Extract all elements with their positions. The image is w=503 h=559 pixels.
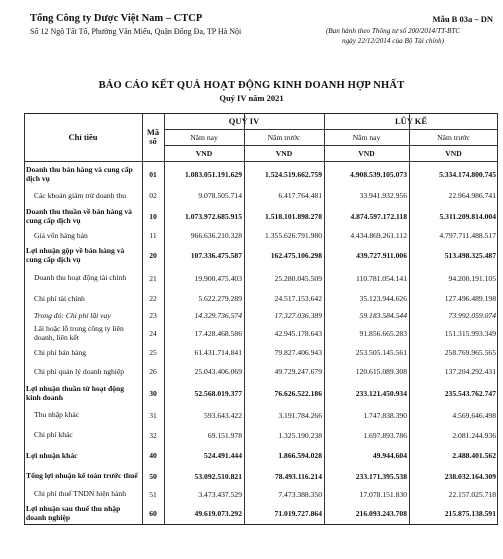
header-item: Chỉ tiêu <box>24 113 142 161</box>
table-top-border <box>24 113 498 114</box>
row-ytd-this-year: 216.093.243.708 <box>355 508 407 518</box>
row-code: 32 <box>149 430 157 440</box>
column-separator <box>324 113 325 524</box>
row-code: 50 <box>149 471 157 481</box>
row-quarter-this-year: 1.073.972.685.915 <box>185 211 242 221</box>
table-row <box>24 425 498 445</box>
table-row <box>24 161 498 187</box>
row-quarter-this-year: 966.636.210.328 <box>190 231 242 240</box>
column-separator <box>164 113 165 524</box>
row-label: Lợi nhuận sau thuế thu nhập doanh nghiệp <box>26 503 121 522</box>
row-ytd-last-year: 215.875.138.591 <box>444 508 497 518</box>
row-label: Các khoản giảm trừ doanh thu <box>34 190 127 200</box>
row-ytd-last-year: 5.311.209.814.004 <box>439 211 497 221</box>
row-ytd-last-year: 127.496.489.198 <box>444 294 497 303</box>
header-unit: VND <box>409 145 498 161</box>
table-row <box>24 204 498 228</box>
row-quarter-this-year: 107.336.475.587 <box>190 250 242 260</box>
row-ytd-last-year: 258.769.965.565 <box>444 348 497 357</box>
row-ytd-this-year: 4.434.869.261.112 <box>350 231 407 240</box>
row-ytd-this-year: 33.941.932.956 <box>359 191 407 200</box>
report-title: BÁO CÁO KẾT QUẢ HOẠT ĐỘNG KINH DOANH HỢP NHẤT <box>98 80 405 91</box>
row-quarter-last-year: 24.517.153.642 <box>274 294 322 303</box>
row-code: 02 <box>149 191 157 200</box>
row-quarter-this-year: 1.083.051.191.629 <box>185 169 242 179</box>
row-quarter-last-year: 6.417.764.481 <box>278 191 322 200</box>
row-quarter-last-year: 49.729.247.679 <box>274 367 322 376</box>
row-code: 31 <box>149 410 157 420</box>
form-note <box>293 27 493 46</box>
row-ytd-this-year: 4.908.539.105.073 <box>350 169 407 179</box>
table-row <box>24 308 498 323</box>
row-quarter-last-year: 42.945.178.643 <box>274 328 322 338</box>
row-label: Lợi nhuận gộp về bán hàng và cung cấp dịch vụ <box>26 245 125 264</box>
form-code: Mẫu B 03a – DN <box>432 14 493 24</box>
row-code: 10 <box>149 211 157 221</box>
table-row <box>24 289 498 308</box>
row-quarter-this-year: 17.428.468.586 <box>194 328 242 338</box>
row-quarter-this-year: 19.900.475.403 <box>194 273 242 283</box>
row-label: Giá vốn hàng bán <box>34 230 88 240</box>
row-code: 24 <box>149 328 157 338</box>
row-label: Chi phí thuế TNDN hiện hành <box>34 489 127 499</box>
header-q-last-year: Năm trước <box>244 129 324 145</box>
table-row <box>24 267 498 289</box>
row-quarter-last-year: 79.827.406.943 <box>274 348 322 357</box>
header-unit: VND <box>244 145 324 161</box>
row-quarter-last-year: 25.280.045.509 <box>274 273 322 283</box>
row-ytd-this-year: 1.747.838.390 <box>363 410 407 420</box>
header-y-last-year: Năm trước <box>409 129 498 145</box>
row-ytd-this-year: 110.781.054.141 <box>356 273 407 283</box>
table-row <box>24 187 498 204</box>
table-row <box>24 362 498 381</box>
row-ytd-last-year: 73.992.059.074 <box>448 311 497 320</box>
row-label: Chi phí bán hàng <box>34 347 87 357</box>
row-code: 23 <box>149 311 157 320</box>
row-label: Thu nhập khác <box>34 410 80 420</box>
form-note-line-2: ngày 22/12/2014 của Bộ Tài chính) <box>341 36 444 45</box>
header-q-this-year: Năm nay <box>164 129 244 145</box>
row-ytd-this-year: 233.171.395.538 <box>355 471 407 481</box>
row-ytd-last-year: 22.964.986.741 <box>448 191 497 200</box>
row-ytd-this-year: 35.123.944.626 <box>359 294 407 303</box>
row-ytd-last-year: 137.204.292.431 <box>444 367 497 376</box>
table-row <box>24 502 498 524</box>
header-y-this-year: Năm nay <box>324 129 409 145</box>
row-quarter-this-year: 53.092.510.821 <box>194 471 242 481</box>
header-unit: VND <box>164 145 244 161</box>
row-label: Doanh thu thuần về bán hàng và cung cấp dịch vụ <box>26 206 132 225</box>
column-separator <box>497 113 498 524</box>
row-label: Chi phí quản lý doanh nghiệp <box>34 366 125 376</box>
row-code: 11 <box>149 231 157 240</box>
table-row <box>24 323 498 343</box>
row-ytd-this-year: 91.856.665.283 <box>359 328 407 338</box>
column-separator <box>24 113 25 524</box>
row-ytd-this-year: 4.874.597.172.118 <box>350 211 407 221</box>
row-quarter-this-year: 14.329.736.574 <box>194 311 242 320</box>
row-code: 26 <box>149 367 157 376</box>
row-ytd-last-year: 94.200.191.105 <box>448 273 497 283</box>
header-unit: VND <box>324 145 409 161</box>
row-code: 25 <box>149 348 157 357</box>
table-row <box>24 243 498 267</box>
table-bottom-border <box>24 524 498 525</box>
row-label: Chi phí tài chính <box>34 293 85 303</box>
row-label: Doanh thu bán hàng và cung cấp dịch vụ <box>26 164 133 184</box>
row-ytd-last-year: 235.543.762.747 <box>444 388 497 398</box>
row-quarter-last-year: 3.191.784.266 <box>278 410 322 420</box>
row-code: 51 <box>149 489 157 499</box>
row-quarter-last-year: 76.626.522.186 <box>274 388 322 398</box>
row-label: Chi phí khác <box>34 430 73 440</box>
row-code: 22 <box>149 294 157 303</box>
row-quarter-last-year: 1.866.594.028 <box>278 451 322 460</box>
row-ytd-last-year: 2.081.244.936 <box>452 430 497 440</box>
table-row <box>24 405 498 425</box>
row-ytd-this-year: 253.505.145.561 <box>355 348 407 357</box>
row-quarter-last-year: 7.473.388.350 <box>278 489 322 499</box>
row-code: 20 <box>149 250 157 260</box>
column-separator <box>409 113 410 524</box>
row-ytd-this-year: 1.697.893.786 <box>363 430 407 440</box>
table-row <box>24 486 498 502</box>
row-ytd-last-year: 2.488.401.562 <box>452 451 497 460</box>
row-ytd-last-year: 4.569.646.498 <box>452 410 497 420</box>
row-label: Trong đó: Chi phí lãi vay <box>34 310 111 320</box>
row-quarter-last-year: 78.493.116.214 <box>274 471 322 481</box>
report-subtitle: Quý IV năm 2021 <box>219 93 284 103</box>
row-quarter-this-year: 25.043.406.069 <box>194 367 242 376</box>
header-code: Mã số <box>142 113 164 161</box>
row-code: 30 <box>149 388 157 398</box>
row-ytd-this-year: 439.727.911.006 <box>356 250 407 260</box>
row-quarter-last-year: 17.327.036.389 <box>274 311 322 320</box>
row-quarter-this-year: 524.491.444 <box>204 451 242 460</box>
row-quarter-this-year: 61.431.714.841 <box>194 348 242 357</box>
company-name: Tổng Công ty Dược Việt Nam – CTCP <box>30 13 203 24</box>
row-ytd-last-year: 4.797.711.488.517 <box>439 231 497 240</box>
row-quarter-last-year: 1.325.190.238 <box>278 430 322 440</box>
row-code: 21 <box>149 273 157 283</box>
row-quarter-last-year: 71.019.727.864 <box>274 508 322 518</box>
row-quarter-this-year: 5.622.279.289 <box>198 294 242 303</box>
row-quarter-this-year: 3.473.437.529 <box>198 489 242 499</box>
row-quarter-this-year: 593.643.422 <box>204 410 242 420</box>
header-ytd: LŨY KẾ <box>324 113 498 129</box>
row-ytd-last-year: 5.334.174.800.745 <box>439 169 497 179</box>
row-ytd-this-year: 49.944.604 <box>372 451 407 460</box>
table-row <box>24 228 498 243</box>
row-quarter-last-year: 162.475.106.298 <box>270 250 322 260</box>
company-address: Số 12 Ngô Tất Tố, Phường Văn Miếu, Quận Đống Đa, TP Hà Nội <box>30 27 242 36</box>
row-quarter-this-year: 49.619.073.292 <box>194 508 242 518</box>
row-ytd-last-year: 513.498.325.487 <box>444 250 497 260</box>
row-quarter-this-year: 9.078.505.714 <box>198 191 242 200</box>
table-row <box>24 343 498 362</box>
row-label: Lãi hoặc lỗ trong công ty liên doanh, liên kết <box>34 323 124 342</box>
row-quarter-last-year: 1.355.626.791.980 <box>265 231 322 240</box>
header-quarter: QUÝ IV <box>164 113 324 129</box>
row-label: Tổng lợi nhuận kế toán trước thuế <box>26 471 138 481</box>
row-ytd-this-year: 233.121.450.934 <box>355 388 407 398</box>
row-ytd-last-year: 151.315.993.349 <box>444 328 497 338</box>
row-label: Doanh thu hoạt động tài chính <box>34 273 127 283</box>
row-ytd-this-year: 59.183.584.544 <box>359 311 407 320</box>
income-statement-table <box>24 113 498 524</box>
row-code: 01 <box>149 169 157 179</box>
row-quarter-last-year: 1.518.101.898.278 <box>265 211 322 221</box>
row-label: Lợi nhuận thuần từ hoạt động kinh doanh <box>26 383 125 402</box>
row-quarter-this-year: 69.151.978 <box>207 430 242 440</box>
table-row <box>24 466 498 486</box>
row-ytd-last-year: 238.032.164.309 <box>444 471 497 481</box>
row-ytd-this-year: 120.615.089.308 <box>355 367 407 376</box>
column-separator <box>244 113 245 524</box>
row-code: 60 <box>149 508 157 518</box>
row-quarter-last-year: 1.524.519.662.759 <box>265 169 322 179</box>
table-row <box>24 381 498 405</box>
form-note-line-1: (Ban hành theo Thông tư số 200/2014/TT-BTC <box>325 27 461 35</box>
row-ytd-last-year: 22.157.025.718 <box>448 489 497 499</box>
column-separator <box>142 113 143 524</box>
row-ytd-this-year: 17.078.151.830 <box>359 489 407 499</box>
row-code: 40 <box>149 451 157 460</box>
table-row <box>24 445 498 466</box>
row-label: Lợi nhuận khác <box>26 450 78 460</box>
row-quarter-this-year: 52.568.019.377 <box>194 388 242 398</box>
